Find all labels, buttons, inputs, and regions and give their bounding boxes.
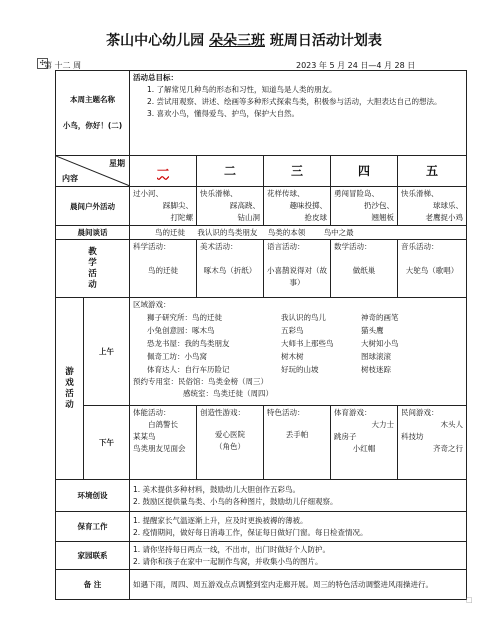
afternoon-cell: 体育游戏： 大力士 跳房子 小红帽 <box>331 406 398 480</box>
outdoor-cell: 勇闯冒险岛、 扔沙包、 翘翘板 <box>331 187 398 226</box>
care-row <box>56 512 467 542</box>
teaching-cell: 美术活动： 啄木鸟（折纸） <box>197 240 264 298</box>
games-label: 游 戏 活 动 <box>56 298 84 480</box>
theme-value: 小鸟，你好！(二) <box>62 121 123 130</box>
morning-label: 上午 <box>84 298 130 406</box>
theme-label: 本周主题名称 <box>70 95 115 104</box>
talk-topic: 鸟中之最 <box>323 228 354 237</box>
talk-topic: 鸟的迁徙 <box>155 228 186 237</box>
header-row <box>56 156 467 187</box>
area-games-grid: 狮子研究所：鸟的迁徙 我认识的鸟儿 神奇的画笔 小兔创意园：啄木鸟 五彩鸟 猫头鹰 恐龙书屋：我的鸟类朋友 大师书上那些鸟 大树知小鸟 佩奇工坊：小鸟窝 树木树 图球滚滚 体育达人：自行车历险记 好玩的山坡 树枝迷踪 <box>147 313 399 374</box>
talk-label: 晨间谈话 <box>56 226 130 240</box>
morning-games <box>130 298 467 406</box>
goal-row <box>56 71 467 156</box>
talk-topic: 我认识的鸟类朋友 <box>197 228 258 237</box>
afternoon-cell: 民间游戏： 木头人 科技坊 齐奇之行 <box>398 406 467 480</box>
notes-content: 如遇下雨，周四、周五游戏点点调整到室内走廊开展。周三的特色活动调整进风雨操进行。 <box>130 570 467 600</box>
date-range: 2023 年 5 月 24 日—4 月 28 日 <box>296 61 416 70</box>
day-content-header <box>56 156 130 187</box>
page-title <box>0 30 488 50</box>
table-resize-handle-icon[interactable]: □ <box>466 596 473 604</box>
day-tuesday: 二 <box>197 156 264 187</box>
teaching-cell: 音乐活动： 大鸵鸟（歌唱） <box>398 240 467 298</box>
afternoon-cell: 体能活动： 白鸽警长 某某鸟 鸟类朋友见面会 <box>130 406 197 480</box>
goal-item: 3. 喜欢小鸟，懂得爱鸟、护鸟，保护大自然。 <box>147 109 300 118</box>
environment-label: 环境创设 <box>56 480 130 512</box>
goals-label: 活动总目标： <box>133 73 179 82</box>
care-label: 保育工作 <box>56 512 130 542</box>
class-name: 朵朵三班 <box>209 33 265 49</box>
goal-item: 1. 了解常见几种鸟的形态和习性，知道鸟是人类的朋友。 <box>147 85 337 94</box>
day-thursday: 四 <box>331 156 398 187</box>
area-games-label: 区域游戏： <box>133 300 171 309</box>
afternoon-cell: 特色活动： 丢手帕 <box>264 406 331 480</box>
week-number: 第 十二 周 <box>44 61 82 70</box>
environment-row <box>56 480 467 512</box>
teaching-cell: 科学活动： 鸟的迁徙 <box>130 240 197 298</box>
outdoor-cell: 快乐滑梯、 球球乐、 老鹰捉小鸡 <box>398 187 467 226</box>
day-label: 星期 <box>109 159 126 168</box>
family-label: 家园联系 <box>56 542 130 570</box>
games-morning-row <box>56 298 467 406</box>
day-friday: 五 <box>398 156 467 187</box>
environment-content: 1. 美术提供多种材料，鼓励幼儿大胆创作五彩鸟。 2. 鼓励区提供量鸟类、小鸟的各种图片，鼓励幼儿仔细观察。 <box>130 480 467 512</box>
notes-row <box>56 570 467 600</box>
theme-cell <box>56 71 130 156</box>
outdoor-cell: 花样传球、 趣味投掷、 抢皮球 <box>264 187 331 226</box>
talk-topic: 鸟类的本领 <box>267 228 306 237</box>
outdoor-row <box>56 187 467 226</box>
goal-item: 2. 尝试用观察、讲述、绘画等多种形式探索鸟类，积极参与活动，大胆表达自己的想法。 <box>147 97 442 106</box>
weekly-plan-table <box>55 70 467 600</box>
afternoon-label: 下午 <box>84 406 130 480</box>
content-label: 内容 <box>62 174 78 183</box>
kindergarten-name: 茶山中心幼儿园 <box>106 33 205 49</box>
outdoor-cell: 快乐滑梯、 踩高跷、 钻山洞 <box>197 187 264 226</box>
family-row <box>56 542 467 570</box>
talk-topics <box>130 226 467 240</box>
teaching-row <box>56 240 467 298</box>
day-wednesday: 三 <box>264 156 331 187</box>
afternoon-cell: 创造性游戏： 爱心医院 （角色） <box>197 406 264 480</box>
day-monday: 一 <box>130 156 197 187</box>
teaching-cell: 数学活动： 做纸巢 <box>331 240 398 298</box>
family-content: 1. 请你坚持每日两点一线，不出市，出门时做好个人防护。 2. 请你和孩子在家中一起制作鸟窝，并收集小鸟的图片。 <box>130 542 467 570</box>
title-suffix: 班周日活动计划表 <box>269 33 382 49</box>
special-room: 感统室：鸟类迁徙（周四） <box>183 389 274 398</box>
care-content: 1. 提醒家长气温逐渐上升，应及时更换被褥的薄被。 2. 疫情期间，做好每日消毒工作，保证每日做好门窗。每日检查情况。 <box>130 512 467 542</box>
goals-cell <box>130 71 467 156</box>
teaching-label: 教 学 活 动 <box>56 240 130 298</box>
table-move-handle-icon[interactable]: ✣ <box>37 58 48 69</box>
outdoor-label: 晨间户外活动 <box>56 187 130 226</box>
outdoor-cell: 过小河、 踩脚尖、 打陀螺 <box>130 187 197 226</box>
special-room: 预约专用室：民俗馆：鸟类金榜（周三） <box>133 377 269 386</box>
teaching-cell: 语言活动： 小喜鹊说得对（故事） <box>264 240 331 298</box>
games-afternoon-row <box>56 406 467 480</box>
notes-label: 备 注 <box>56 570 130 600</box>
talk-row <box>56 226 467 240</box>
